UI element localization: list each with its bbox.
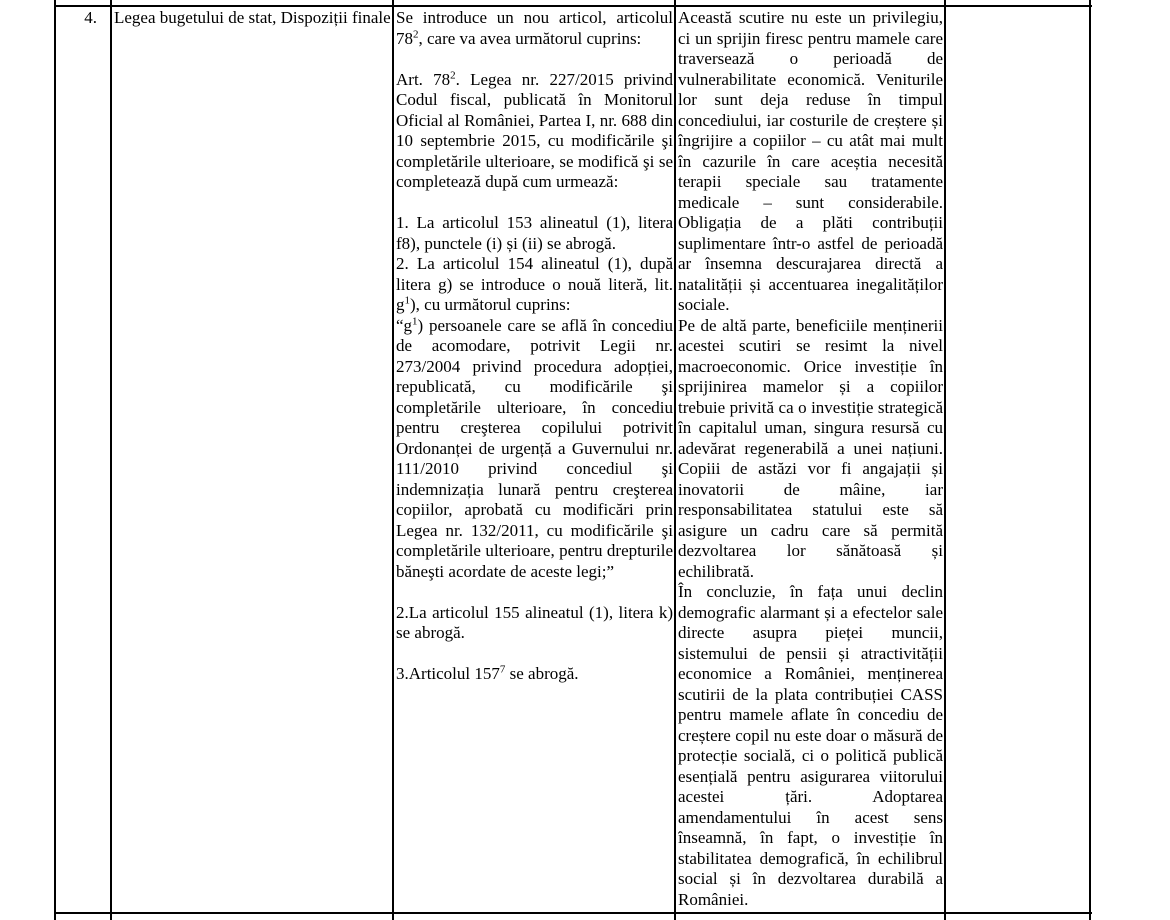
table-border-vertical-4 — [674, 0, 676, 920]
paragraph: 1. La articolul 153 alineatul (1), litera f8), punctele (i) și (ii) se abrogă. — [396, 213, 673, 253]
paragraph — [396, 49, 673, 70]
paragraph: 2.La articolul 155 alineatul (1), litera k) se abrogă. — [396, 602, 673, 642]
paragraph: Art. $78^2$. Legea nr. 227/2015 privind Codul fiscal, publicată în Monitorul Oficial al României, Partea I, nr. 688 din 10 septembrie 2015, cu modificările şi completările ulterioare, se modifică şi se completează după cum urmează: — [396, 68, 673, 191]
table-border-vertical-6 — [1089, 0, 1091, 920]
table-border-horizontal-top — [54, 5, 1092, 7]
paragraph — [396, 582, 673, 603]
table-border-vertical-5 — [944, 0, 946, 920]
paragraph — [396, 644, 673, 665]
paragraph: În concluzie, în fața unui declin demografic alarmant și a efectelor sale directe asupra pieței muncii, sistemului de pensii și atractivității economice a României, menținerea scutirii de la plata contribuției CASS pentru mamele aflate în concediu de creștere copil nu este doar o măsură de protecție socială, ci o politică publică esențială pentru asigurarea viitorului acestei țări. Adoptarea amendamentului în acest sens înseamnă, în fapt, o investiție în stabilitatea demografică, în echilibrul social și în dezvoltarea durabilă a României. — [678, 582, 943, 909]
table-border-vertical-3 — [392, 0, 394, 920]
paragraph: Această scutire nu este un privilegiu, ci un sprijin firesc pentru mamele care traversează o perioadă de vulnerabilitate economică. Veniturile lor sunt deja reduse în timpul concediului, iar costurile de creștere și îngrijire a copiilor – cu atât mai mult în cazurile în care aceștia necesită terapii speciale sau tratamente medicale – sunt considerabile. Obligația de a plăti contribuții suplimentare într-o astfel de perioadă ar însemna descurajarea directă a natalității și accentuarea inegalităților sociale. — [678, 8, 943, 314]
paragraph: 2. La articolul 154 alineatul (1), după litera g) se introduce o nouă literă, lit. $g^1$), cu următorul cuprins: — [396, 254, 673, 314]
row-number-cell: 4. — [84, 8, 97, 27]
paragraph — [396, 193, 673, 214]
law-title-cell: Legea bugetului de stat, Dispoziții finale — [114, 8, 391, 27]
paragraph: 3.Articolul $157^7$ se abrogă. — [396, 663, 579, 683]
table-border-vertical-2 — [110, 0, 112, 920]
justification-text-cell — [678, 8, 943, 912]
paragraph: “$g^1$) persoanele care se află în concediu de acomodare, potrivit Legii nr. 273/2004 privind procedura adopției, republicată, cu modificările şi completările ulterioare, în concediu pentru creşterea copilului potrivit Ordonanței de urgență a Guvernului nr. 111/2010 privind concediul şi indemnizația lunară pentru creşterea copiilor, aprobată cu modificări prin Legea nr. 132/2011, cu modificările şi completările ulterioare, pentru drepturile băneşti acordate de aceste legi;” — [396, 314, 673, 581]
paragraph: Se introduce un nou articol, articolul $78^2$, care va avea următorul cuprins: — [396, 8, 673, 48]
empty-cell — [948, 8, 1089, 912]
amendment-text-cell — [396, 8, 673, 912]
table-border-horizontal-bottom — [54, 912, 1092, 914]
paragraph: Pe de altă parte, beneficiile menținerii acestei scutiri se resimt la nivel macroeconomic. Orice investiție în sprijinirea mamelor și a copiilor trebuie privită ca o investiție strategică în capitalul uman, singura resursă cu adevărat regenerabilă a unei națiuni. Copiii de astăzi vor fi angajații și inovatorii de mâine, iar responsabilitatea statului este să asigure un cadru care să permită dezvoltarea lor sănătoasă și echilibrată. — [678, 315, 943, 581]
